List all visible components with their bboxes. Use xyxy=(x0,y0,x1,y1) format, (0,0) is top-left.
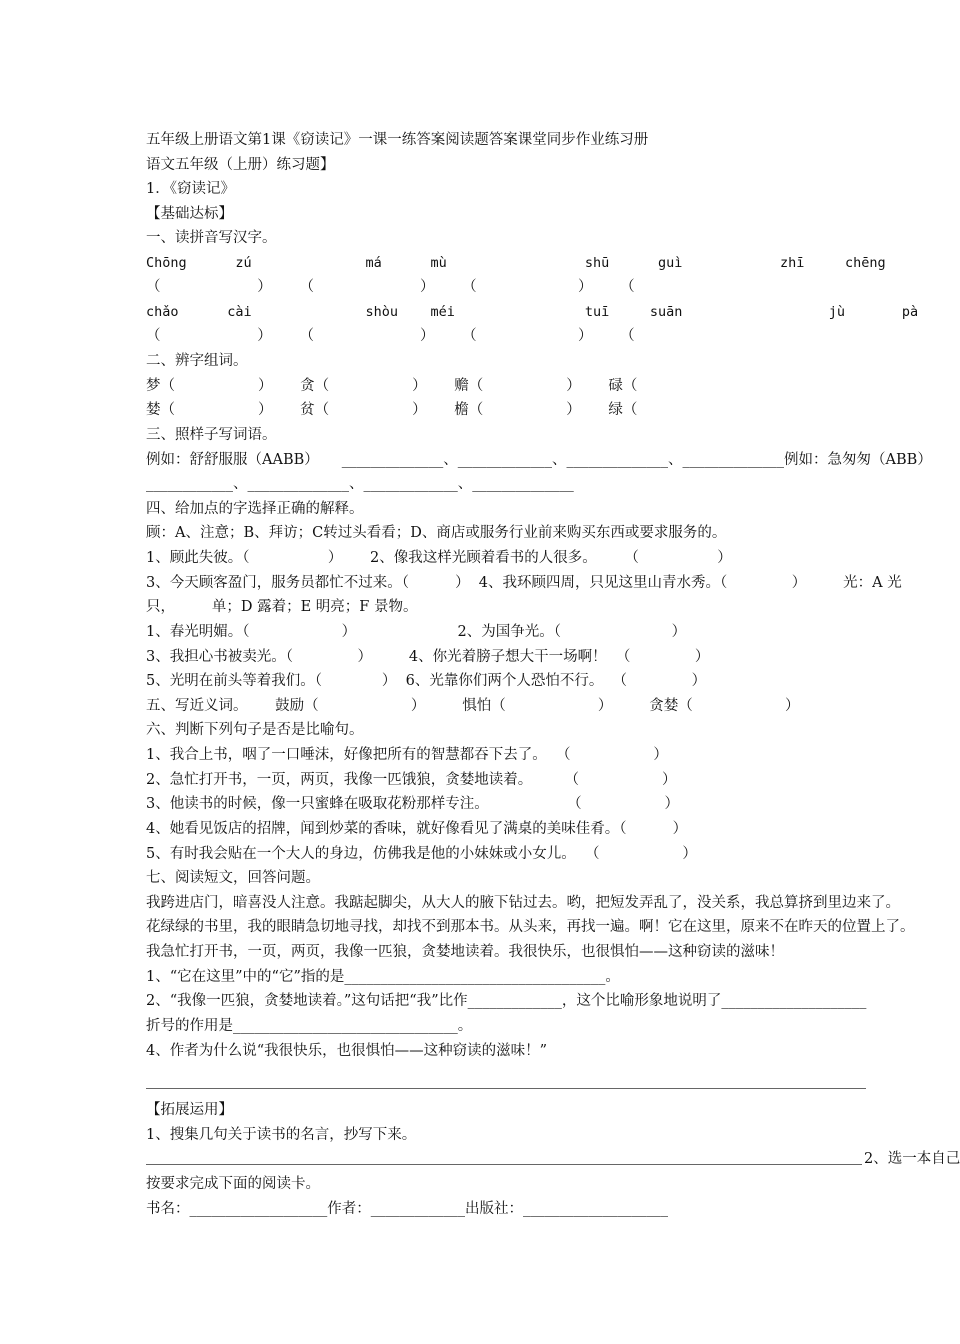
page-subtitle: 语文五年级（上册）练习题】 xyxy=(146,157,335,173)
q5-synonyms: 五、写近义词。 鼓励（ ） 惧怕（ ） 贪婪（ ） xyxy=(146,698,800,714)
q6-sentence-3: 3、他读书的时候，像一只蜜蜂在吸取花粉那样专注。 （ ） xyxy=(146,796,680,812)
q4-heading: 四、给加点的字选择正确的解释。 xyxy=(146,501,364,517)
page-title: 五年级上册语文第1课《窃读记》一课一练答案阅读题答案课堂同步作业练习册 xyxy=(146,132,649,148)
q2-heading: 二、辨字组词。 xyxy=(146,353,248,369)
q4-guang-items-3-4: 3、我担心书被卖光。（ ） 4、你光着膀子想大干一场啊！ （ ） xyxy=(146,649,710,665)
extension-item-2-instruction: 按要求完成下面的阅读卡。 xyxy=(146,1176,320,1192)
q7-question-4: 4、作者为什么说“我很快乐，也很惧怕——这种窃读的滋味！” xyxy=(146,1043,548,1059)
reading-card-fields: 书名：___________________作者：_____________出版社：____________________ xyxy=(146,1201,668,1217)
q1-pinyin-row-1: Chōng zú má mù shū guì zhī chēng xyxy=(146,255,886,271)
q1-answer-blanks-row-2: （ ） （ ） （ ） （ xyxy=(146,328,635,344)
extension-item-2-line xyxy=(146,1147,960,1171)
q6-heading: 六、判断下列句子是否是比喻句。 xyxy=(146,722,364,738)
q4-guang-definitions: 只， 单；D 露着；E 明亮；F 景物。 xyxy=(146,599,418,615)
answer-line xyxy=(146,1088,866,1089)
q1-pinyin-row-2: chǎo cài shòu méi tuī suān jù pà xyxy=(146,304,919,320)
q7-passage-line-1: 我跨进店门，暗喜没人注意。我踮起脚尖，从大人的腋下钻过去。哟，把短发弄乱了，没关系，我总算挤到里边来了。 xyxy=(146,895,900,911)
lesson-title: 1．《窃读记》 xyxy=(146,181,235,197)
q1-answer-blanks-row-1: （ ） （ ） （ ） （ xyxy=(146,279,635,295)
q7-question-1: 1、“它在这里”中的“它”指的是____________________________________。 xyxy=(146,969,620,985)
q7-question-3: 折号的作用是_______________________________。 xyxy=(146,1018,473,1034)
q3-row-1: 例如：舒舒服服（AABB） ______________、_____________、______________、______________例如：急匆匆（ABB） xyxy=(146,452,932,468)
q6-sentence-5: 5、有时我会贴在一个大人的身边，仿佛我是他的小妹妹或小女儿。 （ ） xyxy=(146,846,697,862)
q2-row-2: 婪（ ） 贫（ ） 檐（ ） 绿（ xyxy=(146,402,638,418)
q2-row-1: 梦（ ） 贪（ ） 赡（ ） 碌（ xyxy=(146,378,638,394)
q3-row-2: ____________、______________、_____________、______________ xyxy=(146,476,574,492)
answer-line xyxy=(146,1164,862,1165)
q7-heading: 七、阅读短文，回答问题。 xyxy=(146,870,320,886)
q7-passage-line-3: 我急忙打开书，一页，两页，我像一匹狼，贪婪地读着。我很快乐，也很惧怕——这种窃读的滋味！ xyxy=(146,944,784,960)
q1-heading: 一、读拼音写汉字。 xyxy=(146,230,277,246)
q4-gu-items-1-2: 1、顾此失彼。（ ） 2、像我这样光顾着看书的人很多。 （ ） xyxy=(146,550,732,566)
extension-item-2-start: 2、选一本自己 xyxy=(864,1151,960,1167)
extension-item-1: 1、搜集几句关于读书的名言，抄写下来。 xyxy=(146,1127,417,1143)
q3-heading: 三、照样子写词语。 xyxy=(146,427,277,443)
q4-gu-definitions: 顾：A、注意；B、拜访；C转过头看看；D、商店或服务行业前来购买东西或要求服务的。 xyxy=(146,525,727,541)
q6-sentence-2: 2、急忙打开书，一页，两页，我像一匹饿狼，贪婪地读着。 （ ） xyxy=(146,772,677,788)
section-heading-extension: 【拓展运用】 xyxy=(146,1102,233,1118)
q7-question-2: 2、“我像一匹狼，贪婪地读着。”这句话把“我”比作_____________，这个比喻形象地说明了____________________ xyxy=(146,993,867,1009)
q4-guang-items-5-6: 5、光明在前头等着我们。（ ） 6、光靠你们两个人恐怕不行。 （ ） xyxy=(146,673,707,689)
q6-sentence-4: 4、她看见饭店的招牌，闻到炒菜的香味，就好像看见了满桌的美味佳肴。（ ） xyxy=(146,821,688,837)
q6-sentence-1: 1、我合上书，咽了一口唾沫，好像把所有的智慧都吞下去了。 （ ） xyxy=(146,747,668,763)
q7-passage-line-2: 花绿绿的书里，我的眼睛急切地寻找，却找不到那本书。从头来，再找一遍。啊！它在这里，原来不在昨天的位置上了。 xyxy=(146,919,915,935)
q4-gu-items-3-4: 3、今天顾客盈门，服务员都忙不过来。（ ） 4、我环顾四周，只见这里山青水秀。（ ） 光：A 光 xyxy=(146,575,902,591)
q4-guang-items-1-2: 1、春光明媚。（ ） 2、为国争光。（ ） xyxy=(146,624,687,640)
section-heading-basic: 【基础达标】 xyxy=(146,206,233,222)
